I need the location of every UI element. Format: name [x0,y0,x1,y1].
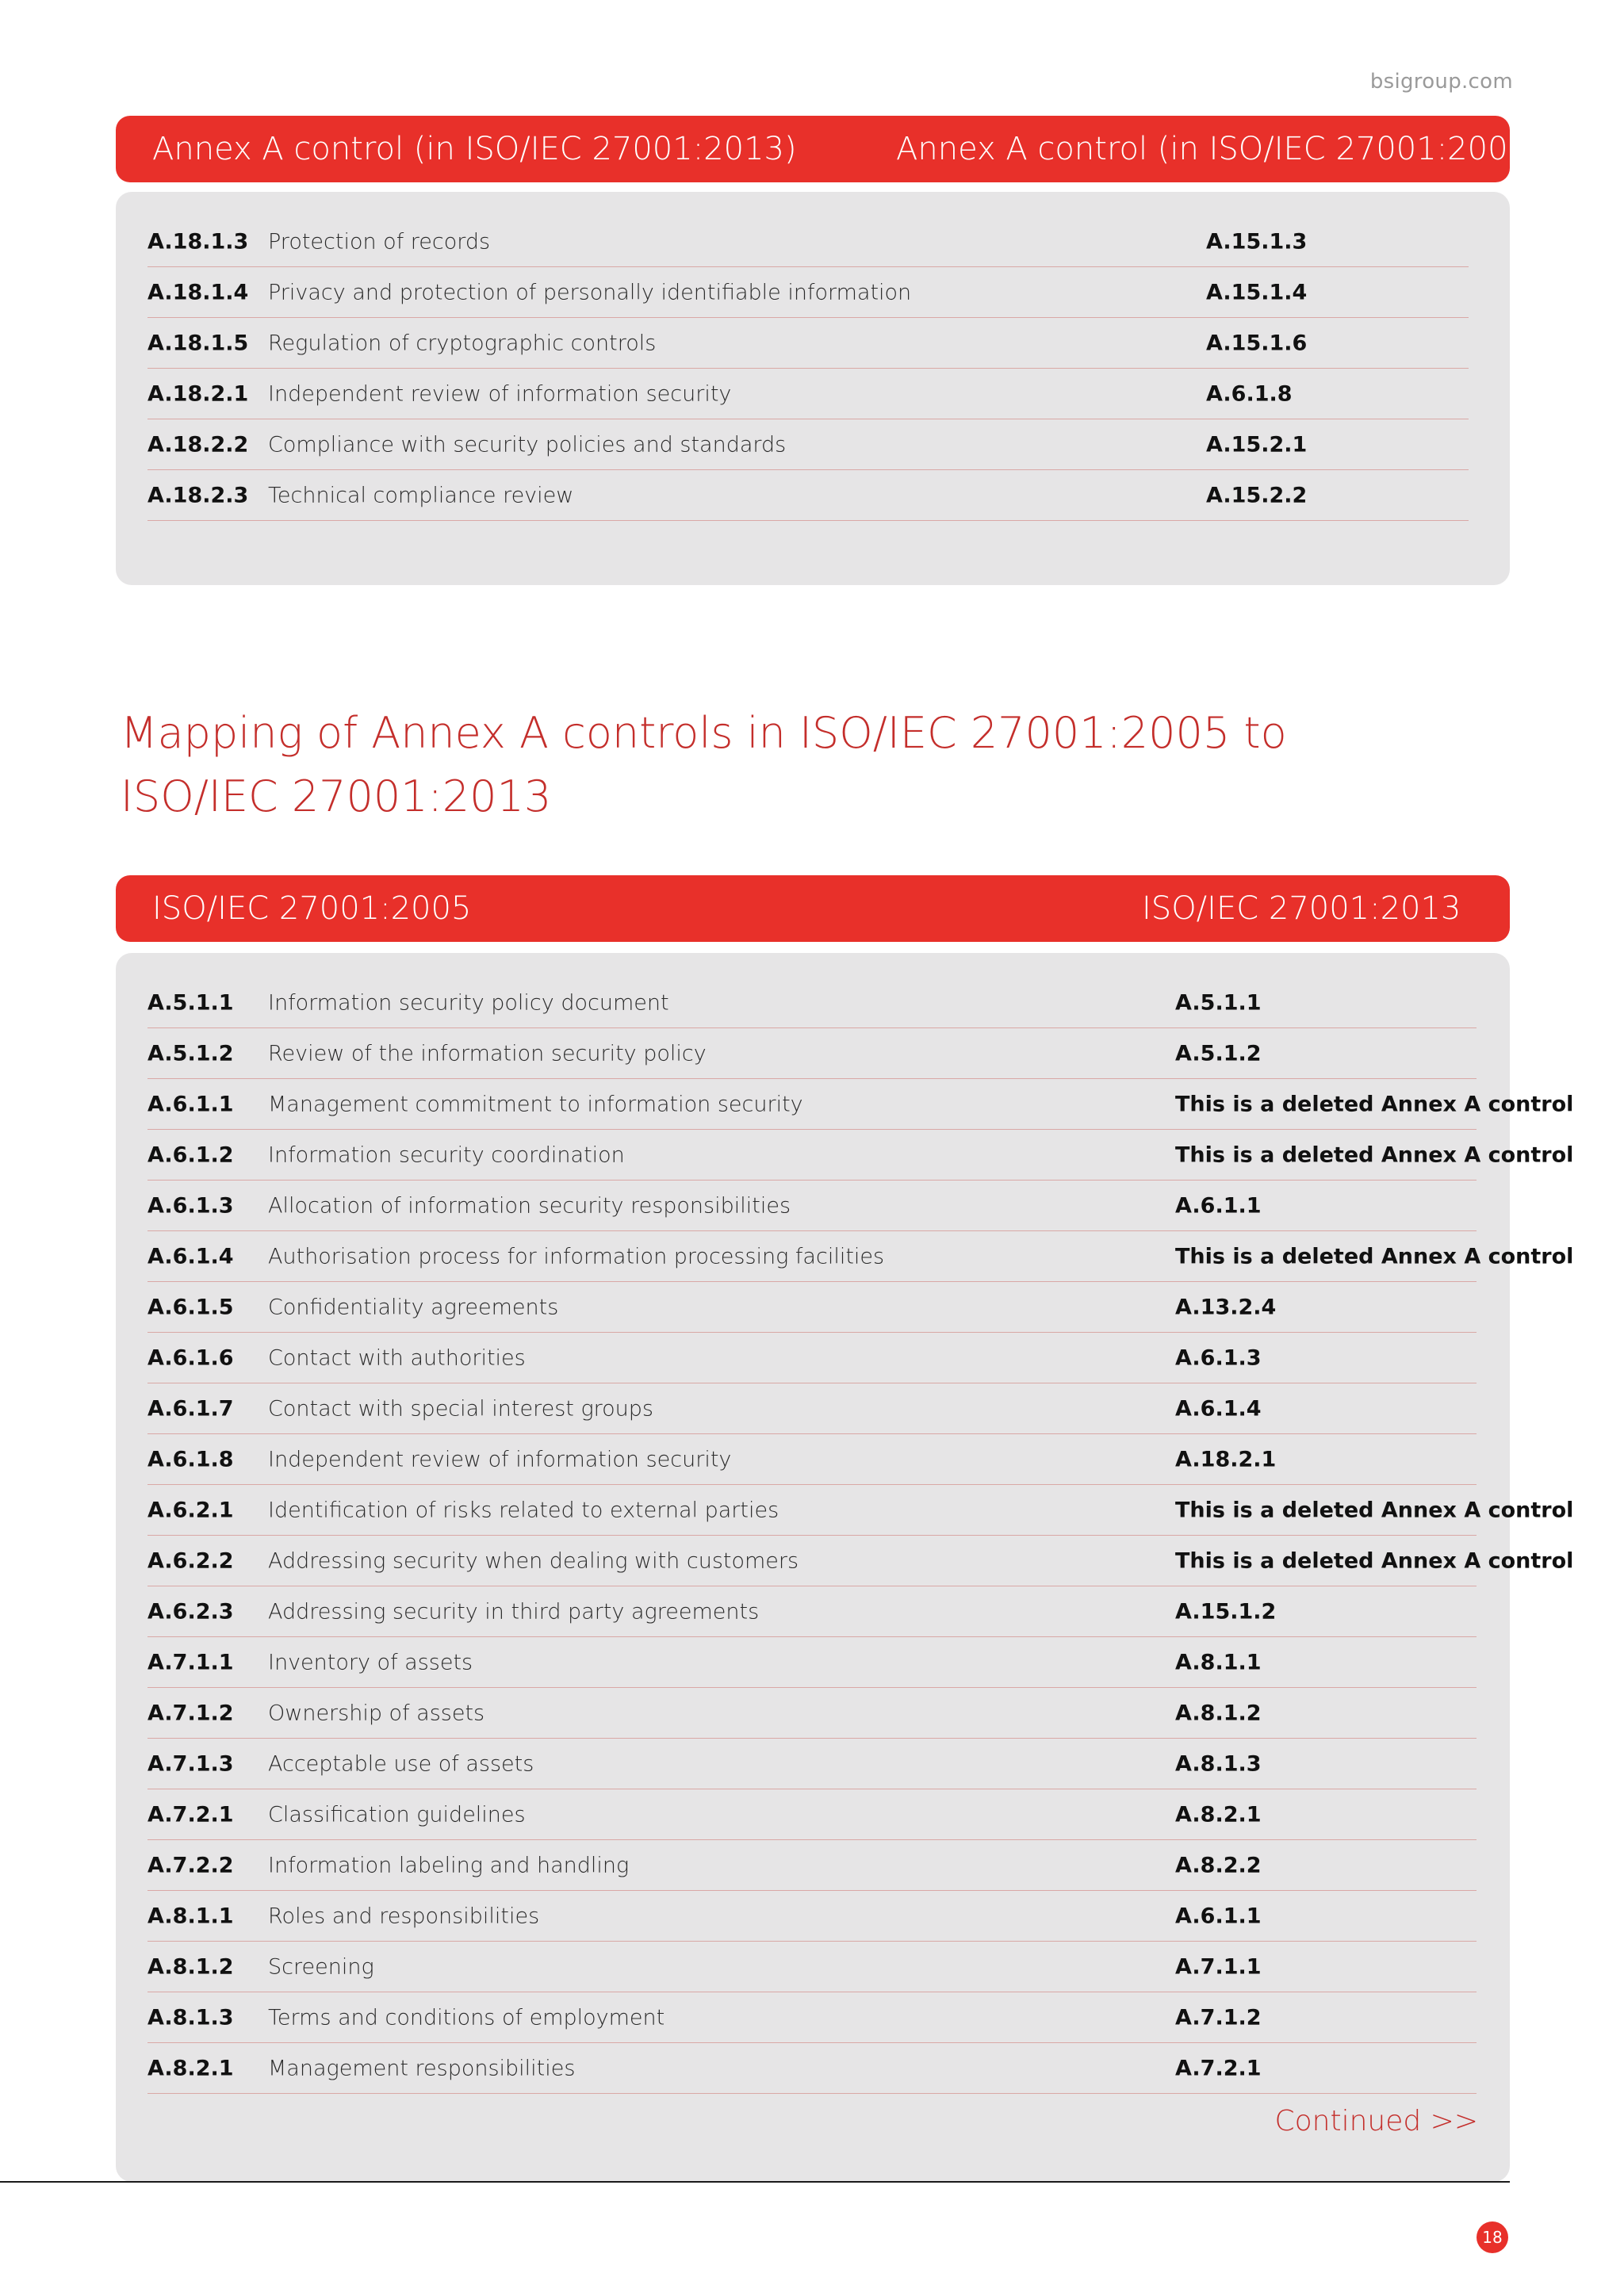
row-code: A.8.2.1 [147,2056,234,2080]
row-code: A.6.2.1 [147,1498,234,1522]
row-description: Acceptable use of assets [268,1751,534,1776]
section-heading-line2: ISO/IEC 27001:2013 [121,771,552,821]
row-description: Addressing security when dealing with customers [268,1548,799,1573]
row-code: A.6.2.2 [147,1548,234,1573]
table-row [147,1383,1477,1434]
table-row [147,1434,1477,1485]
row-code: A.6.1.3 [147,1193,234,1218]
table1-panel [116,192,1510,585]
row-description: Independent review of information security [268,1447,732,1471]
row-mapping: A.6.1.3 [1175,1345,1262,1370]
row-mapping: A.15.1.2 [1175,1599,1277,1624]
table-row [147,1181,1477,1231]
row-code: A.18.1.3 [147,229,249,254]
row-mapping: A.15.1.3 [1206,229,1308,254]
row-mapping: A.6.1.1 [1175,1193,1262,1218]
table2-col1-header: ISO/IEC 27001:2005 [152,890,472,927]
site-url[interactable]: bsigroup.com [1369,70,1513,94]
row-code: A.5.1.2 [147,1041,234,1066]
row-description: Protection of records [268,229,491,254]
row-code: A.18.2.1 [147,381,249,406]
row-code: A.7.2.1 [147,1802,234,1827]
row-code: A.18.1.5 [147,331,249,355]
row-description: Information security policy document [268,990,669,1015]
table-row [147,1637,1477,1688]
row-code: A.18.2.3 [147,483,249,507]
row-mapping: A.8.1.1 [1175,1650,1262,1674]
row-mapping: A.8.2.1 [1175,1802,1262,1827]
table-row [147,1485,1574,1536]
table-row [147,318,1469,369]
row-code: A.5.1.1 [147,990,234,1015]
row-description: Allocation of information security responsibilities [268,1193,791,1218]
row-mapping: A.7.1.2 [1175,2005,1262,2030]
table-row [147,1586,1477,1637]
row-mapping: A.7.1.1 [1175,1954,1262,1979]
table-row [147,1282,1477,1333]
row-description: Ownership of assets [268,1701,485,1725]
row-description: Privacy and protection of personally identifiable information [268,280,912,304]
table1-header-bar [116,116,1541,182]
row-code: A.6.1.5 [147,1295,234,1319]
table2-panel [116,953,1574,2182]
row-description: Compliance with security policies and standards [268,432,787,457]
row-code: A.8.1.1 [147,1904,234,1928]
row-mapping: A.5.1.2 [1175,1041,1262,1066]
row-description: Review of the information security policy [268,1041,707,1066]
row-code: A.6.1.8 [147,1447,234,1471]
row-description: Independent review of information security [268,381,732,406]
table-row [147,216,1469,267]
table-row [147,1688,1477,1739]
table-row [147,2043,1477,2094]
row-mapping: A.15.1.6 [1206,331,1308,355]
row-mapping: A.18.2.1 [1175,1447,1277,1471]
row-mapping: A.8.2.2 [1175,1853,1262,1877]
table2-header-bar [116,875,1510,942]
row-mapping: A.13.2.4 [1175,1295,1277,1319]
table-row [147,1789,1477,1840]
row-code: A.7.1.2 [147,1701,234,1725]
row-description: Terms and conditions of employment [268,2005,665,2030]
table-row [147,1739,1477,1789]
table-row [147,470,1469,521]
row-description: Management responsibilities [268,2056,576,2080]
row-mapping: A.6.1.8 [1206,381,1293,406]
row-mapping: A.15.2.1 [1206,432,1308,457]
row-description: Roles and responsibilities [268,1904,540,1928]
row-mapping: This is a deleted Annex A control [1175,1092,1574,1116]
row-mapping: A.6.1.4 [1175,1396,1262,1421]
row-mapping: A.8.1.3 [1175,1751,1262,1776]
row-code: A.7.1.1 [147,1650,234,1674]
table1-col2-header: Annex A control (in ISO/IEC 27001:2005) [896,131,1541,167]
row-code: A.6.2.3 [147,1599,234,1624]
row-description: Inventory of assets [268,1650,473,1674]
table-row [147,1028,1477,1079]
row-mapping: This is a deleted Annex A control [1175,1142,1574,1167]
row-description: Screening [268,1954,374,1979]
section-heading-line1: Mapping of Annex A controls in ISO/IEC 27001:2005 to [121,708,1287,758]
row-mapping: A.6.1.1 [1175,1904,1262,1928]
row-description: Regulation of cryptographic controls [268,331,657,355]
row-code: A.6.1.4 [147,1244,234,1269]
continued-link[interactable]: Continued >> [1274,2105,1478,2137]
table-row [147,1840,1477,1891]
row-code: A.8.1.3 [147,2005,234,2030]
table-row [147,369,1469,419]
table-row [147,1891,1477,1942]
row-mapping: A.5.1.1 [1175,990,1262,1015]
footer-divider [0,2181,1510,2183]
table-row [147,1942,1477,1992]
row-code: A.6.1.6 [147,1345,234,1370]
row-code: A.7.1.3 [147,1751,234,1776]
table-row [147,978,1477,1028]
row-mapping: This is a deleted Annex A control [1175,1244,1574,1269]
row-mapping: A.15.2.2 [1206,483,1308,507]
row-mapping: This is a deleted Annex A control [1175,1548,1574,1573]
row-description: Addressing security in third party agreements [268,1599,760,1624]
table-row [147,1079,1574,1130]
row-description: Contact with special interest groups [268,1396,653,1421]
table-row [147,1130,1574,1181]
row-code: A.6.1.1 [147,1092,234,1116]
table-row [147,1231,1574,1282]
row-mapping: A.8.1.2 [1175,1701,1262,1725]
table-row [147,1536,1574,1586]
row-code: A.6.1.2 [147,1142,234,1167]
page-number-badge: 18 [1477,2221,1508,2253]
row-code: A.18.1.4 [147,280,249,304]
table-row [147,419,1469,470]
row-code: A.7.2.2 [147,1853,234,1877]
table2-col2-header: ISO/IEC 27001:2013 [1142,890,1461,927]
row-mapping: This is a deleted Annex A control [1175,1498,1574,1522]
row-description: Identification of risks related to external parties [268,1498,779,1522]
row-description: Management commitment to information security [268,1092,803,1116]
row-description: Contact with authorities [268,1345,526,1370]
row-description: Authorisation process for information processing facilities [268,1244,885,1269]
row-mapping: A.7.2.1 [1175,2056,1262,2080]
table-row [147,267,1469,318]
row-description: Classification guidelines [268,1802,526,1827]
row-description: Information labeling and handling [268,1853,630,1877]
row-description: Information security coordination [268,1142,625,1167]
row-code: A.6.1.7 [147,1396,234,1421]
row-description: Confidentiality agreements [268,1295,559,1319]
table-row [147,1333,1477,1383]
row-description: Technical compliance review [268,483,574,507]
table-row [147,1992,1477,2043]
row-mapping: A.15.1.4 [1206,280,1308,304]
table1-col1-header: Annex A control (in ISO/IEC 27001:2013) [152,131,797,167]
row-code: A.8.1.2 [147,1954,234,1979]
row-code: A.18.2.2 [147,432,249,457]
section-heading [121,702,1287,828]
